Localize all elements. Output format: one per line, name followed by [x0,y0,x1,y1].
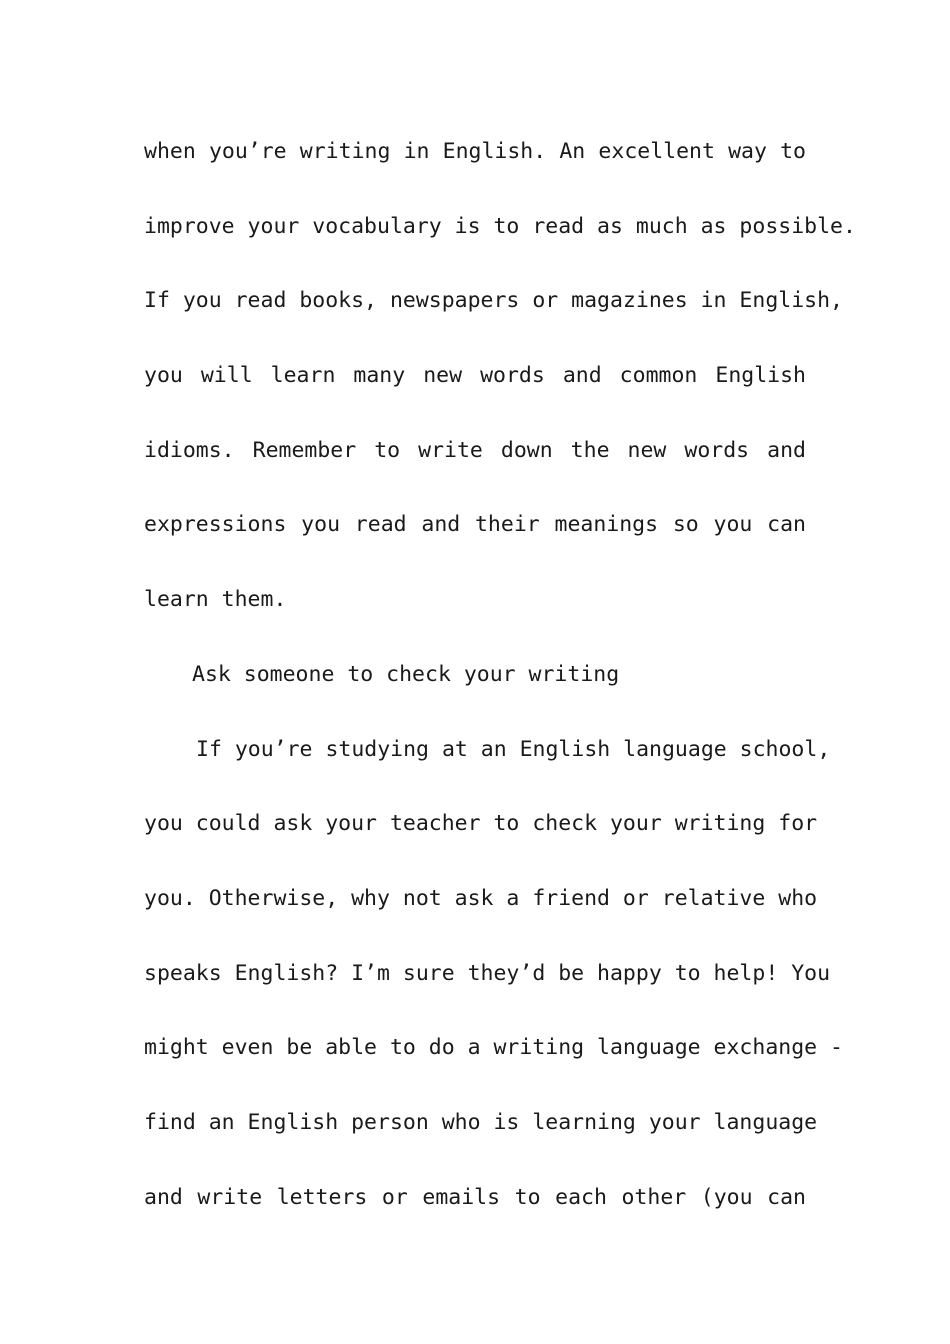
text-line: you could ask your teacher to check your writing for [144,811,818,837]
section-heading: Ask someone to check your writing [192,661,620,687]
text-line: might even be able to do a writing language exchange - [144,1035,843,1061]
text-line: you. Otherwise, why not ask a friend or relative who [144,885,818,911]
text-line: idioms. Remember to write down the new words and [144,437,806,463]
text-line: you will learn many new words and common English [144,363,806,389]
text-line: learn them. [144,587,287,613]
text-line: expressions you read and their meanings so you can [144,512,806,538]
text-line: and write letters or emails to each other (you can [144,1184,806,1210]
text-line: find an English person who is learning your language [144,1109,818,1135]
text-line: If you read books, newspapers or magazines in English, [144,288,843,314]
document-body [144,133,856,1253]
text-line: improve your vocabulary is to read as much as possible. [144,213,856,239]
text-line: If you’re studying at an English language school, [196,736,831,762]
text-line: when you’re writing in English. An excellent way to [144,139,806,164]
text-line: speaks English? I’m sure they’d be happy to help! You [144,960,831,986]
